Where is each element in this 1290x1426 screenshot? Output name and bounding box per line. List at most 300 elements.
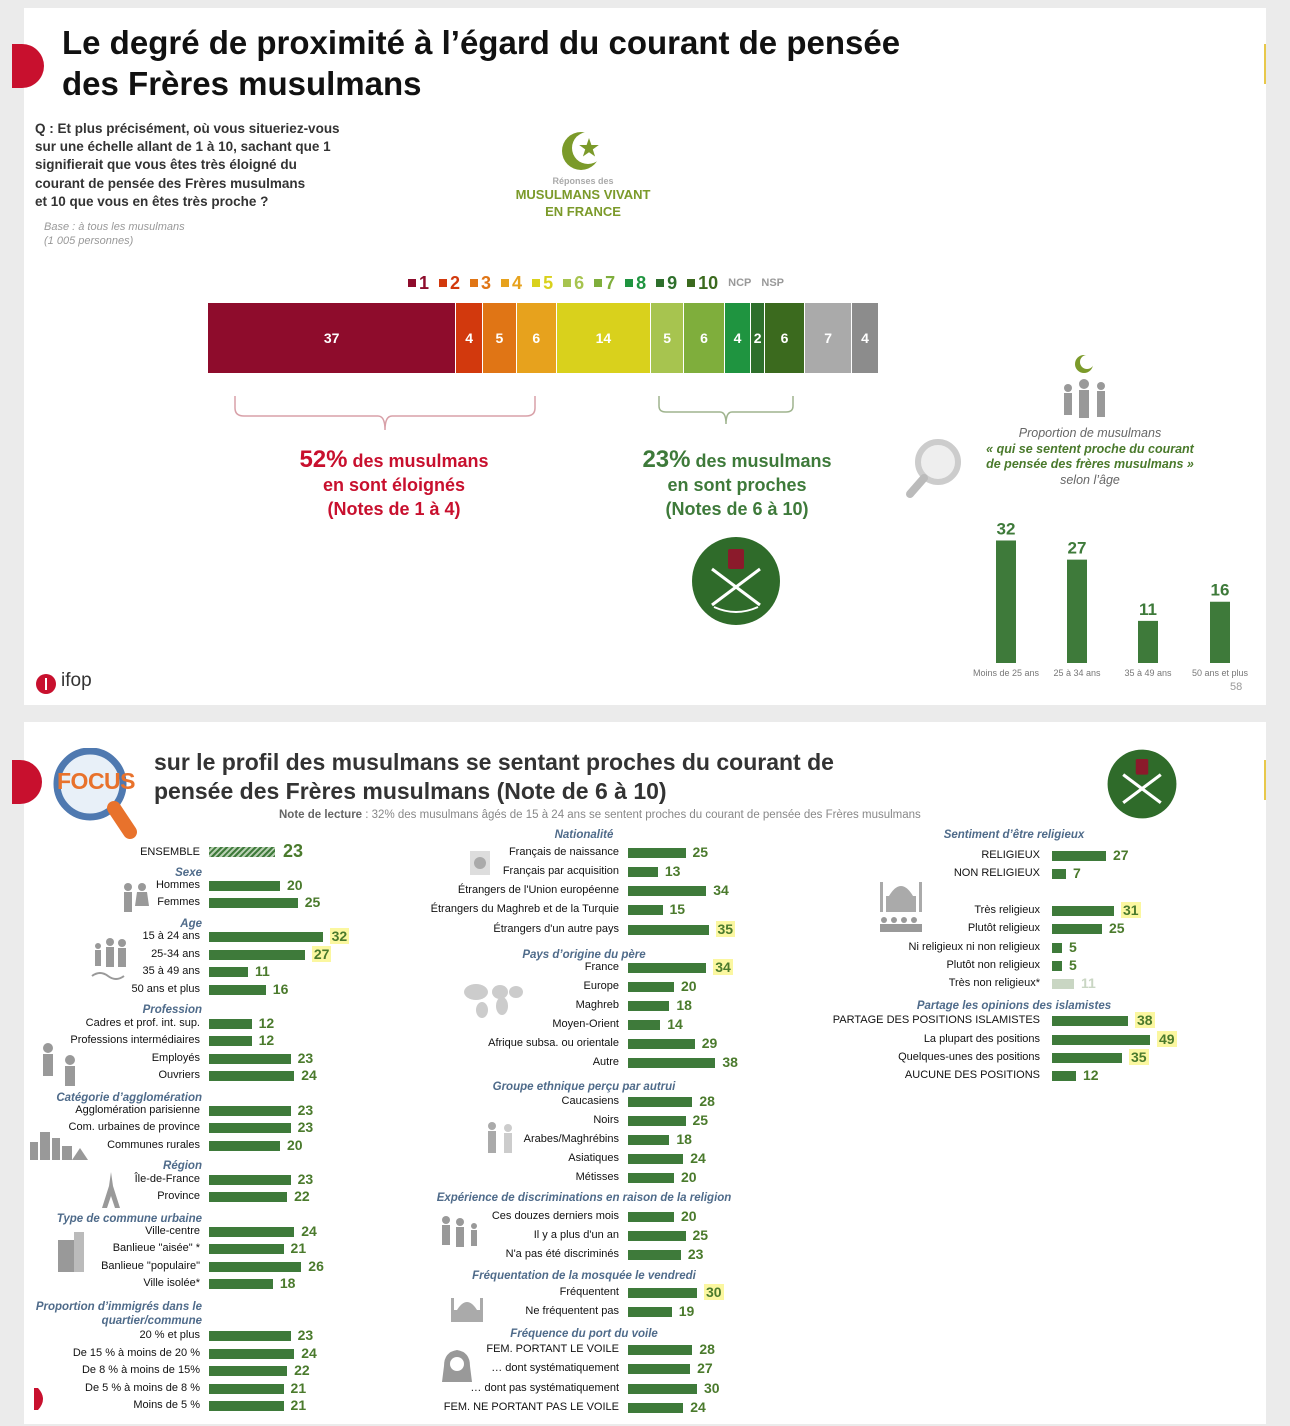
right-summary-line-2: en sont proches [667, 475, 807, 495]
right-edge-mark [1264, 44, 1266, 84]
section-heading: Expérience de discriminations en raison de la religion [436, 1192, 732, 1204]
profile-row-label: Très religieux [974, 904, 1040, 916]
profile-bar-value: 35 [1131, 1049, 1147, 1065]
profile-bar [1052, 943, 1062, 953]
ifop-logo-small-icon [34, 1388, 48, 1410]
eiffel-tower-icon [100, 1172, 122, 1208]
profile-bar [209, 1279, 273, 1289]
profile-bar [628, 925, 709, 935]
age-bar-value: 16 [1210, 580, 1230, 600]
profile-bar-value: 12 [258, 1032, 275, 1048]
age-caption-line-4: selon l’âge [1060, 472, 1120, 487]
profile-bar [209, 1019, 252, 1029]
profile-row-label: Ces douzes derniers mois [491, 1210, 619, 1222]
ethnic-group-icon [480, 1120, 520, 1156]
profile-bar [1052, 869, 1066, 879]
profile-row-label: Cadres et prof. int. sup. [85, 1017, 200, 1029]
age-box-caption [970, 426, 1210, 488]
respondents-small: Réponses des [552, 176, 614, 186]
profile-row-label: Ne fréquentent pas [525, 1305, 619, 1317]
profile-bar-value: 20 [287, 877, 303, 893]
age-bar-category: 35 à 49 ans [1124, 668, 1172, 678]
left-summary-pct: 52% [299, 446, 348, 473]
brotherhood-emblem-icon [690, 535, 782, 627]
profile-bar [1052, 924, 1102, 934]
profile-row-label: Noirs [593, 1114, 619, 1126]
profile-bar-value: 24 [690, 1399, 706, 1415]
scale-legend-label: 8 [636, 272, 647, 293]
base-line: Base : à tous les musulmans [44, 221, 185, 233]
section-heading: Sentiment d’être religieux [943, 829, 1085, 841]
profile-row-label: RELIGIEUX [981, 849, 1040, 861]
profile-bar-value: 29 [701, 1035, 718, 1051]
age-bar [1067, 560, 1087, 663]
profile-bar [628, 1001, 669, 1011]
profile-bar [209, 1175, 291, 1185]
veil-icon [440, 1348, 474, 1384]
left-summary-line-3: (Notes de 1 à 4) [327, 499, 461, 519]
section-heading: Sexe [175, 867, 202, 879]
section-heading: Profession [142, 1004, 202, 1016]
section-heading: Fréquence du port du voile [510, 1328, 658, 1340]
profile-bar [628, 1288, 697, 1298]
profile-bar-value: 19 [678, 1303, 695, 1319]
profile-row-label: Étrangers du Maghreb et de la Turquie [430, 903, 619, 915]
focus-accent [12, 760, 42, 804]
reading-note-text: : 32% des musulmans âgés de 15 à 24 ans se sentent proches du courant de pensée des Frères musulmans [362, 809, 921, 821]
ifop-logo-icon [34, 672, 58, 696]
scale-legend-label: 4 [512, 272, 523, 293]
profile-bar-value: 30 [704, 1380, 720, 1396]
profile-bar-value: 22 [294, 1362, 310, 1378]
profile-row-label: Autre [592, 1056, 619, 1068]
ensemble-label: ENSEMBLE [140, 846, 200, 858]
mosque-crowd-icon [876, 870, 926, 934]
scale-legend-item [439, 273, 460, 294]
respondents-line-2: EN FRANCE [545, 204, 621, 219]
profile-bar [628, 1020, 660, 1030]
profile-bar-value: 23 [297, 1102, 314, 1118]
profile-bar-value: 20 [681, 1169, 697, 1185]
profile-bar [1052, 1053, 1122, 1063]
profile-bar [209, 985, 266, 995]
world-map-icon [460, 978, 524, 1020]
gender-icon [120, 882, 150, 914]
profile-bar-value: 18 [279, 1275, 296, 1291]
scale-legend-swatch [470, 279, 478, 287]
age-dna-icon [88, 936, 130, 986]
profile-bar [628, 905, 663, 915]
profile-row-label: Hommes [155, 879, 200, 891]
profile-bar [209, 967, 248, 977]
section-heading: Catégorie d’agglomération [56, 1092, 202, 1104]
profile-row-label: Ville isolée* [143, 1277, 200, 1289]
slide-1 [24, 8, 1266, 705]
profile-bar-value: 16 [272, 981, 289, 997]
profile-row-label: Afrique subsa. ou orientale [488, 1037, 619, 1049]
right-summary-line-3: (Notes de 6 à 10) [665, 499, 809, 519]
profile-row-label: Province [157, 1190, 200, 1202]
profile-bar [628, 886, 706, 896]
profile-bar-value: 32 [331, 928, 348, 944]
profile-bar [209, 1141, 280, 1151]
profile-bar [628, 1173, 674, 1183]
profile-bar [209, 932, 323, 942]
profile-row-label: Com. urbaines de province [68, 1121, 200, 1133]
scale-legend-item [687, 273, 718, 294]
profile-bar-value: 15 [669, 901, 686, 917]
base-note [44, 220, 185, 248]
scale-legend-item [625, 273, 646, 294]
profile-bar-value: 5 [1069, 957, 1077, 973]
stacked-bar-value: 4 [733, 330, 742, 346]
profile-bar-value: 20 [287, 1137, 303, 1153]
profile-bar [628, 1097, 692, 1107]
profile-row-label: Ni religieux ni non religieux [908, 941, 1040, 953]
respondents-label [484, 176, 682, 220]
profile-bar-value: 23 [687, 1246, 704, 1262]
profile-bar [209, 1384, 284, 1394]
title-accent [12, 44, 44, 88]
profile-row-label: Français de naissance [508, 846, 619, 858]
profile-row-label: Communes rurales [107, 1139, 200, 1151]
profile-bar [1052, 961, 1062, 971]
profile-row-label: Employés [151, 1052, 200, 1064]
scale-legend-item [501, 273, 522, 294]
focus-title-line-1: sur le profil des musulmans se sentant proches du courant de [154, 749, 834, 775]
profile-bar-value: 27 [697, 1360, 713, 1376]
profile-bar [209, 1227, 294, 1237]
section-heading: Type de commune urbaine [56, 1213, 202, 1225]
page-title [62, 22, 900, 104]
ensemble-bar [209, 847, 275, 857]
discrimination-icon [438, 1214, 484, 1250]
profile-bar-value: 25 [1109, 920, 1125, 936]
focus-title-line-2: pensée des Frères musulmans (Note de 6 à 10) [154, 778, 667, 804]
ensemble-value: 23 [283, 841, 304, 861]
profile-row-label: NON RELIGIEUX [953, 867, 1040, 879]
scale-legend-item [532, 273, 553, 294]
stacked-bar-segment [852, 303, 879, 373]
age-bar-chart [934, 503, 1254, 683]
profile-bar [628, 1154, 683, 1164]
profile-bar [209, 1401, 284, 1411]
profile-bar [1052, 851, 1106, 861]
profile-row-label: Maghreb [575, 999, 619, 1011]
scale-legend-label: 1 [419, 272, 430, 293]
profile-bar [209, 1192, 287, 1202]
profile-row-label: 50 ans et plus [131, 983, 200, 995]
profile-row-label: 35 à 49 ans [142, 965, 200, 977]
scale-legend-label: NSP [761, 277, 785, 289]
profile-bar [1052, 1016, 1128, 1026]
scale-legend-label: 2 [450, 272, 461, 293]
profile-bar [209, 1123, 291, 1133]
profile-row-label: Femmes [157, 896, 200, 908]
stacked-bar-value: 2 [753, 330, 762, 346]
profile-row-label: Europe [583, 980, 619, 992]
scale-legend-item [761, 277, 784, 289]
age-bar [1138, 621, 1158, 663]
profile-bar-value: 28 [699, 1093, 715, 1109]
profile-row-label: … dont systématiquement [491, 1362, 619, 1374]
profile-bar-value: 24 [690, 1150, 706, 1166]
profile-bar [628, 1231, 686, 1241]
magnifier-icon [904, 436, 964, 502]
age-bar [1210, 602, 1230, 663]
profile-bar-value: 28 [699, 1341, 715, 1357]
profile-row-label: France [584, 961, 619, 973]
profile-row-label: De 8 % à moins de 15% [81, 1364, 200, 1376]
profile-bar [628, 1058, 715, 1068]
focus-title [154, 748, 834, 806]
profile-row-label: 15 à 24 ans [142, 930, 200, 942]
family-icon [1052, 350, 1116, 426]
profile-bar-value: 20 [681, 1208, 697, 1224]
profile-row-label: FEM. NE PORTANT PAS LE VOILE [443, 1401, 619, 1413]
profile-bar [209, 1366, 287, 1376]
profile-row-label: Moins de 5 % [133, 1399, 200, 1411]
respondents-line-1: MUSULMANS VIVANT [515, 187, 651, 202]
stacked-bar-segment [805, 303, 852, 373]
profile-bar-value: 5 [1069, 939, 1077, 955]
stacked-bar-segment [208, 303, 456, 373]
stacked-bar-value: 6 [780, 330, 789, 346]
profile-bar-value: 35 [717, 921, 734, 937]
left-summary-line-1 [254, 448, 534, 473]
stacked-bar-segment [557, 303, 651, 373]
profile-bar-value: 20 [681, 978, 697, 994]
profile-row-label: FEM. PORTANT LE VOILE [486, 1343, 619, 1355]
profile-bar-value: 26 [308, 1258, 324, 1274]
profile-bar-value: 12 [258, 1015, 275, 1031]
profile-bar-value: 22 [294, 1188, 310, 1204]
reading-note-label: Note de lecture [279, 809, 363, 821]
profile-row-label: 20 % et plus [139, 1329, 200, 1341]
profile-bar [1052, 979, 1074, 989]
profile-row-label: Île-de-France [134, 1173, 200, 1185]
age-bar-category: Moins de 25 ans [972, 668, 1040, 678]
profile-row-label: PARTAGE DES POSITIONS ISLAMISTES [832, 1014, 1040, 1026]
profile-bar-value: 31 [1123, 902, 1139, 918]
profile-bar [628, 848, 686, 858]
profile-bar-value: 23 [297, 1119, 314, 1135]
scale-legend-label: NCP [728, 277, 752, 289]
profile-row-label: Asiatiques [568, 1152, 619, 1164]
profile-row-label: Ville-centre [145, 1225, 200, 1237]
scale-legend-swatch [501, 279, 509, 287]
page-title-line-2: des Frères musulmans [62, 65, 422, 102]
profile-row-label: De 15 % à moins de 20 % [72, 1347, 200, 1359]
age-bar-value: 32 [996, 519, 1016, 539]
profile-row-label: Étrangers d'un autre pays [493, 923, 619, 935]
scale-legend-swatch [408, 279, 416, 287]
scale-legend-item [408, 273, 429, 294]
profile-bar-value: 11 [1081, 975, 1096, 991]
profile-row-label: Moyen-Orient [552, 1018, 619, 1030]
profile-row-label: N'a pas été discriminés [505, 1248, 619, 1260]
stacked-bar-value: 14 [595, 330, 612, 346]
scale-legend-label: 10 [698, 272, 719, 293]
profile-row-label: Métisses [575, 1171, 619, 1183]
profile-bar [628, 982, 674, 992]
section-heading: Pays d’origine du père [522, 949, 646, 961]
profile-row-label: Banlieue "aisée" * [112, 1242, 200, 1254]
focus-label: FOCUS [57, 768, 135, 794]
profile-bar [209, 898, 298, 908]
profile-bar-value: 12 [1083, 1067, 1099, 1083]
profile-row-label: AUCUNE DES POSITIONS [904, 1069, 1040, 1081]
profile-bar-value: 23 [297, 1050, 314, 1066]
scale-legend-swatch [563, 279, 571, 287]
profile-bar-value: 7 [1073, 865, 1081, 881]
profile-bar-value: 23 [297, 1171, 314, 1187]
scale-legend-swatch [594, 279, 602, 287]
right-summary [597, 448, 877, 521]
profile-bar-value: 38 [1137, 1012, 1153, 1028]
left-brace [232, 394, 538, 434]
profile-bar-value: 21 [290, 1380, 307, 1396]
question-line: Q : Et plus précisément, où vous situeriez-vous [35, 121, 340, 136]
question-line: signifierait que vous êtes très éloigné du [35, 157, 297, 173]
profile-row-label: Agglomération parisienne [75, 1104, 200, 1116]
base-line: (1 005 personnes) [44, 235, 134, 247]
profile-bar [209, 1244, 284, 1254]
scale-legend-item [728, 277, 751, 289]
profile-bar-value: 24 [301, 1345, 317, 1361]
profile-bar-value: 21 [290, 1240, 307, 1256]
profile-row-label: Caucasiens [561, 1095, 619, 1107]
profile-bar [628, 1039, 695, 1049]
profile-bar [209, 1262, 301, 1272]
profile-bar-value: 34 [715, 959, 731, 975]
age-bar-category: 50 ans et plus [1191, 668, 1249, 678]
stacked-bar-value: 4 [465, 330, 474, 346]
section-heading: Nationalité [554, 829, 614, 841]
focus-magnifier-icon [46, 748, 138, 844]
profile-bar [209, 1071, 294, 1081]
profile-bar [628, 1403, 683, 1413]
ifop-logo-text: ifop [61, 670, 92, 691]
profile-bar-value: 27 [1113, 847, 1129, 863]
stacked-bar-segment [725, 303, 752, 373]
profile-bar [1052, 1071, 1076, 1081]
page-title-line-1: Le degré de proximité à l’égard du courant de pensée [62, 24, 901, 61]
profile-bar [209, 881, 280, 891]
stacked-bar-segment [517, 303, 557, 373]
stacked-bar-value: 37 [323, 330, 340, 346]
question-line: courant de pensée des Frères musulmans [35, 175, 306, 191]
profile-bar-value: 24 [301, 1223, 317, 1239]
section-heading: Age [180, 918, 202, 930]
slide-2 [24, 722, 1266, 1424]
section-heading: Groupe ethnique perçu par autrui [492, 1081, 676, 1093]
stacked-bar [208, 303, 879, 373]
right-edge-mark [1264, 760, 1266, 800]
scale-legend-item [563, 273, 584, 294]
scale-legend-swatch [532, 279, 540, 287]
right-summary-text: des musulmans [690, 451, 832, 471]
profile-bar [628, 1364, 690, 1374]
section-heading: Proportion d’immigrés dans le quartier/commune [35, 1301, 202, 1327]
profile-bar-value: 13 [664, 863, 681, 879]
profile-bar [628, 1135, 669, 1145]
profession-icon [38, 1042, 82, 1090]
scale-legend-label: 6 [574, 272, 585, 293]
age-caption-line-3: de pensée des frères musulmans » [986, 457, 1194, 471]
profile-bar [209, 1054, 291, 1064]
question-line: sur une échelle allant de 1 à 10, sachant que 1 [35, 139, 331, 155]
left-summary [254, 448, 534, 521]
scale-legend-label: 3 [481, 272, 492, 293]
profile-row-label: Français par acquisition [502, 865, 619, 877]
profile-bar [209, 1036, 252, 1046]
profile-bar-value: 21 [290, 1397, 307, 1413]
nationality-icon [468, 849, 492, 877]
stacked-bar-segment [651, 303, 685, 373]
section-heading: Fréquentation de la mosquée le vendredi [472, 1270, 696, 1282]
profile-bar [209, 950, 305, 960]
profile-bar [628, 1307, 672, 1317]
profile-bar-value: 49 [1159, 1031, 1175, 1047]
age-bar-value: 11 [1139, 599, 1157, 619]
profile-bar-value: 38 [722, 1054, 738, 1070]
profile-row-label: Ouvriers [158, 1069, 200, 1081]
profile-bar [209, 1106, 291, 1116]
scale-legend-item [656, 273, 677, 294]
profile-bar-value: 11 [255, 963, 270, 979]
page-number: 58 [1230, 681, 1243, 693]
scale-legend-label: 7 [605, 272, 616, 293]
reading-note [279, 809, 921, 821]
profile-bar-value: 25 [692, 844, 709, 860]
profile-row-label: Plutôt religieux [967, 922, 1040, 934]
profile-bar [628, 1212, 674, 1222]
profile-bar [628, 1384, 697, 1394]
profile-bar [209, 1349, 294, 1359]
section-heading: Partage les opinions des islamistes [916, 1000, 1112, 1012]
profile-row-label: Arabes/Maghrébins [523, 1133, 619, 1145]
profile-bar [628, 1116, 686, 1126]
scale-legend-item [470, 273, 491, 294]
stacked-bar-segment [684, 303, 724, 373]
section-heading: Région [163, 1160, 202, 1172]
profile-bar [628, 1345, 692, 1355]
profile-row-label: Banlieue "populaire" [101, 1260, 200, 1272]
stacked-bar-segment [751, 303, 764, 373]
profile-bar-value: 30 [706, 1284, 722, 1300]
profile-bar [628, 1250, 681, 1260]
profile-row-label: Il y a plus d'un an [533, 1229, 619, 1241]
scale-legend-swatch [439, 279, 447, 287]
profile-bar-value: 25 [692, 1112, 709, 1128]
profile-bar [209, 1331, 291, 1341]
profile-row-label: Étrangers de l'Union européenne [457, 884, 619, 896]
brotherhood-emblem-small-icon [1106, 748, 1178, 820]
age-bar-category: 25 à 34 ans [1053, 668, 1101, 678]
profile-bar-value: 25 [692, 1227, 709, 1243]
right-summary-pct: 23% [642, 446, 691, 473]
profile-bar-value: 24 [301, 1067, 317, 1083]
stacked-bar-value: 5 [663, 330, 671, 346]
profile-bar-value: 27 [313, 946, 330, 962]
profile-bar-value: 18 [676, 997, 692, 1013]
profile-row-label: 25-34 ans [151, 948, 200, 960]
scale-legend-item [594, 273, 615, 294]
profile-row-label: Plutôt non religieux [946, 959, 1040, 971]
stacked-bar-segment [765, 303, 805, 373]
profile-row-label: Fréquentent [559, 1286, 619, 1298]
